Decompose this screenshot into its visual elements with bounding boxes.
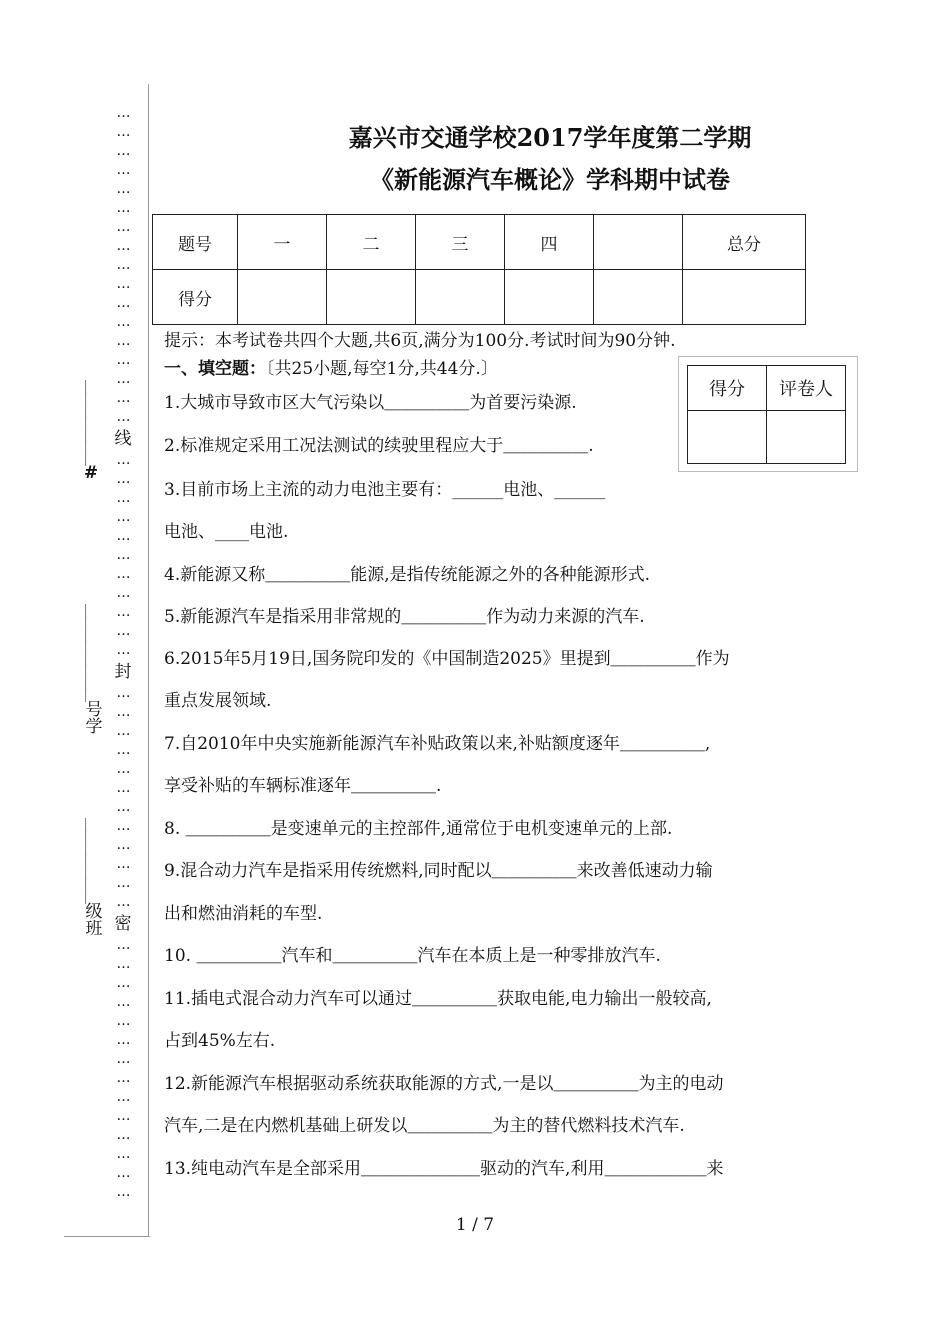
grader-score-input[interactable] bbox=[688, 411, 767, 464]
dot-mark: … bbox=[116, 1089, 130, 1105]
dot-mark: … bbox=[116, 452, 130, 468]
question-line: 享受补贴的车辆标准逐年＿＿＿＿＿. bbox=[164, 776, 442, 796]
dot-mark: … bbox=[116, 704, 130, 720]
dot-mark: … bbox=[116, 585, 130, 601]
question-line: 3.目前市场上主流的动力电池主要有：______电池、______ bbox=[164, 480, 606, 500]
dot-mark: … bbox=[116, 604, 130, 620]
dot-mark: … bbox=[116, 105, 130, 121]
score-cell-total: 总分 bbox=[683, 215, 806, 270]
dot-mark: … bbox=[116, 1032, 130, 1048]
dot-mark: … bbox=[116, 1127, 130, 1143]
score-table-header-row bbox=[153, 215, 806, 270]
question-line: 6.2015年5月19日,国务院印发的《中国制造2025》里提到＿＿＿＿＿作为 bbox=[164, 649, 730, 669]
dot-mark: … bbox=[116, 490, 130, 506]
dot-mark: … bbox=[116, 200, 130, 216]
dot-mark: … bbox=[116, 837, 130, 853]
dot-mark: … bbox=[116, 875, 130, 891]
dot-mark: … bbox=[116, 409, 130, 425]
dot-mark: … bbox=[116, 742, 130, 758]
score-row-label: 得分 bbox=[153, 270, 238, 325]
score-cell-q4: 四 bbox=[505, 215, 594, 270]
score-input-cell[interactable] bbox=[416, 270, 505, 325]
section1-title: 一、填空题： bbox=[164, 359, 266, 379]
dot-mark: … bbox=[116, 1184, 130, 1200]
dot-mark: … bbox=[116, 238, 130, 254]
dot-mark: … bbox=[116, 257, 130, 273]
dot-mark: … bbox=[116, 276, 130, 292]
dot-mark: … bbox=[116, 799, 130, 815]
dot-mark: … bbox=[116, 1146, 130, 1162]
dot-mark: … bbox=[116, 994, 130, 1010]
dot-mark: … bbox=[116, 956, 130, 972]
binding-dots-column bbox=[112, 104, 134, 1202]
dot-mark: … bbox=[116, 162, 130, 178]
question-line: 7.自2010年中央实施新能源汽车补贴政策以来,补贴额度逐年＿＿＿＿＿, bbox=[164, 734, 711, 754]
dot-mark: … bbox=[116, 894, 130, 910]
score-input-cell[interactable] bbox=[505, 270, 594, 325]
side-field-label: 号学 bbox=[81, 700, 102, 734]
question-line: 8. ＿＿＿＿＿是变速单元的主控部件,通常位于电机变速单元的上部. bbox=[164, 819, 673, 839]
score-cell-q3: 三 bbox=[416, 215, 505, 270]
binding-margin-divider bbox=[148, 84, 149, 1236]
exam-title-subject: 《新能源汽车概论》学科期中试卷 bbox=[370, 165, 730, 194]
dot-mark: … bbox=[116, 528, 130, 544]
exam-notice: 提示：本考试卷共四个大题,共6页,满分为100分.考试时间为90分钟. bbox=[164, 331, 676, 351]
dot-mark: … bbox=[116, 509, 130, 525]
question-line: 占到45%左右. bbox=[164, 1031, 276, 1051]
dot-mark: … bbox=[116, 818, 130, 834]
question-line: 2.标准规定采用工况法测试的续驶里程应大于＿＿＿＿＿. bbox=[164, 436, 594, 456]
dot-mark: … bbox=[116, 761, 130, 777]
side-field-class bbox=[80, 818, 102, 936]
question-line: 4.新能源又称＿＿＿＿＿能源,是指传统能源之外的各种能源形式. bbox=[164, 565, 651, 585]
score-input-cell[interactable] bbox=[594, 270, 683, 325]
score-cell-q1: 一 bbox=[238, 215, 327, 270]
dot-mark: … bbox=[116, 1051, 130, 1067]
grader-table bbox=[687, 365, 846, 464]
dot-mark: … bbox=[116, 685, 130, 701]
dot-mark: … bbox=[116, 390, 130, 406]
dot-mark: … bbox=[116, 181, 130, 197]
score-cell-label: 题号 bbox=[153, 215, 238, 270]
dot-mark: … bbox=[116, 566, 130, 582]
score-cell-blank bbox=[594, 215, 683, 270]
section1-heading bbox=[164, 358, 498, 380]
question-line: 汽车,二是在内燃机基础上研发以＿＿＿＿＿为主的替代燃料技术汽车. bbox=[164, 1116, 685, 1136]
dot-mark: … bbox=[116, 547, 130, 563]
dot-mark: … bbox=[116, 642, 130, 658]
score-table bbox=[152, 214, 806, 325]
dot-mark: … bbox=[116, 295, 130, 311]
question-line: 1.大城市导致市区大气污染以＿＿＿＿＿为首要污染源. bbox=[164, 393, 577, 413]
dot-mark: … bbox=[116, 1165, 130, 1181]
question-line: 11.插电式混合动力汽车可以通过＿＿＿＿＿获取电能,电力输出一般较高, bbox=[164, 989, 712, 1009]
side-field-label: 级班 bbox=[81, 902, 102, 936]
dot-mark: … bbox=[116, 856, 130, 872]
question-line: 13.纯电动汽车是全部采用＿＿＿＿＿＿＿驱动的汽车,利用＿＿＿＿＿＿来 bbox=[164, 1159, 724, 1179]
dot-mark: … bbox=[116, 937, 130, 953]
side-field-underline: ＿＿＿＿＿＿＿＿ bbox=[83, 604, 100, 700]
question-line: 重点发展领域. bbox=[164, 691, 272, 711]
side-field-underline: ＿＿＿＿＿＿＿ bbox=[83, 380, 100, 464]
binding-margin-bottom-rule bbox=[64, 1236, 150, 1237]
question-line: 12.新能源汽车根据驱动系统获取能源的方式,一是以＿＿＿＿＿为主的电动 bbox=[164, 1074, 724, 1094]
score-input-cell[interactable] bbox=[683, 270, 806, 325]
dot-mark: … bbox=[116, 333, 130, 349]
exam-title-school: 嘉兴市交通学校2017学年度第二学期 bbox=[348, 123, 752, 152]
side-field-underline: ＿＿＿＿＿＿＿ bbox=[83, 818, 100, 902]
grader-box bbox=[678, 356, 858, 472]
dot-mark: … bbox=[116, 780, 130, 796]
question-line: 出和燃油消耗的车型. bbox=[164, 904, 323, 924]
dot-mark: … bbox=[116, 314, 130, 330]
binding-mark-line: 线 bbox=[114, 429, 132, 449]
question-line: 电池、____电池. bbox=[164, 522, 289, 542]
score-input-cell[interactable] bbox=[238, 270, 327, 325]
score-cell-q2: 二 bbox=[327, 215, 416, 270]
dot-mark: … bbox=[116, 352, 130, 368]
side-field-student-id bbox=[80, 604, 102, 734]
question-line: 5.新能源汽车是指采用非常规的＿＿＿＿＿作为动力来源的汽车. bbox=[164, 607, 645, 627]
question-line: 10. ＿＿＿＿＿汽车和＿＿＿＿＿汽车在本质上是一种零排放汽车. bbox=[164, 946, 661, 966]
dot-mark: … bbox=[116, 723, 130, 739]
grader-score-label: 得分 bbox=[688, 366, 767, 411]
grader-name-label: 评卷人 bbox=[767, 366, 846, 411]
page-number: 1 / 7 bbox=[455, 1215, 495, 1235]
dot-mark: … bbox=[116, 623, 130, 639]
dot-mark: … bbox=[116, 143, 130, 159]
question-line: 9.混合动力汽车是指采用传统燃料,同时配以＿＿＿＿＿来改善低速动力输 bbox=[164, 861, 713, 881]
binding-mark-seal: 封 bbox=[114, 662, 132, 682]
dot-mark: … bbox=[116, 371, 130, 387]
side-field-name bbox=[80, 380, 102, 483]
dot-mark: … bbox=[116, 471, 130, 487]
dot-mark: … bbox=[116, 975, 130, 991]
score-input-cell[interactable] bbox=[327, 270, 416, 325]
side-field-label: # bbox=[83, 463, 99, 483]
binding-mark-secret: 密 bbox=[114, 914, 132, 934]
dot-mark: … bbox=[116, 219, 130, 235]
section1-detail: 〔共25小题,每空1分,共44分.〕 bbox=[266, 359, 498, 379]
dot-mark: … bbox=[116, 1013, 130, 1029]
score-table-score-row bbox=[153, 270, 806, 325]
dot-mark: … bbox=[116, 1070, 130, 1086]
grader-name-input[interactable] bbox=[767, 411, 846, 464]
dot-mark: … bbox=[116, 1108, 130, 1124]
dot-mark: … bbox=[116, 124, 130, 140]
